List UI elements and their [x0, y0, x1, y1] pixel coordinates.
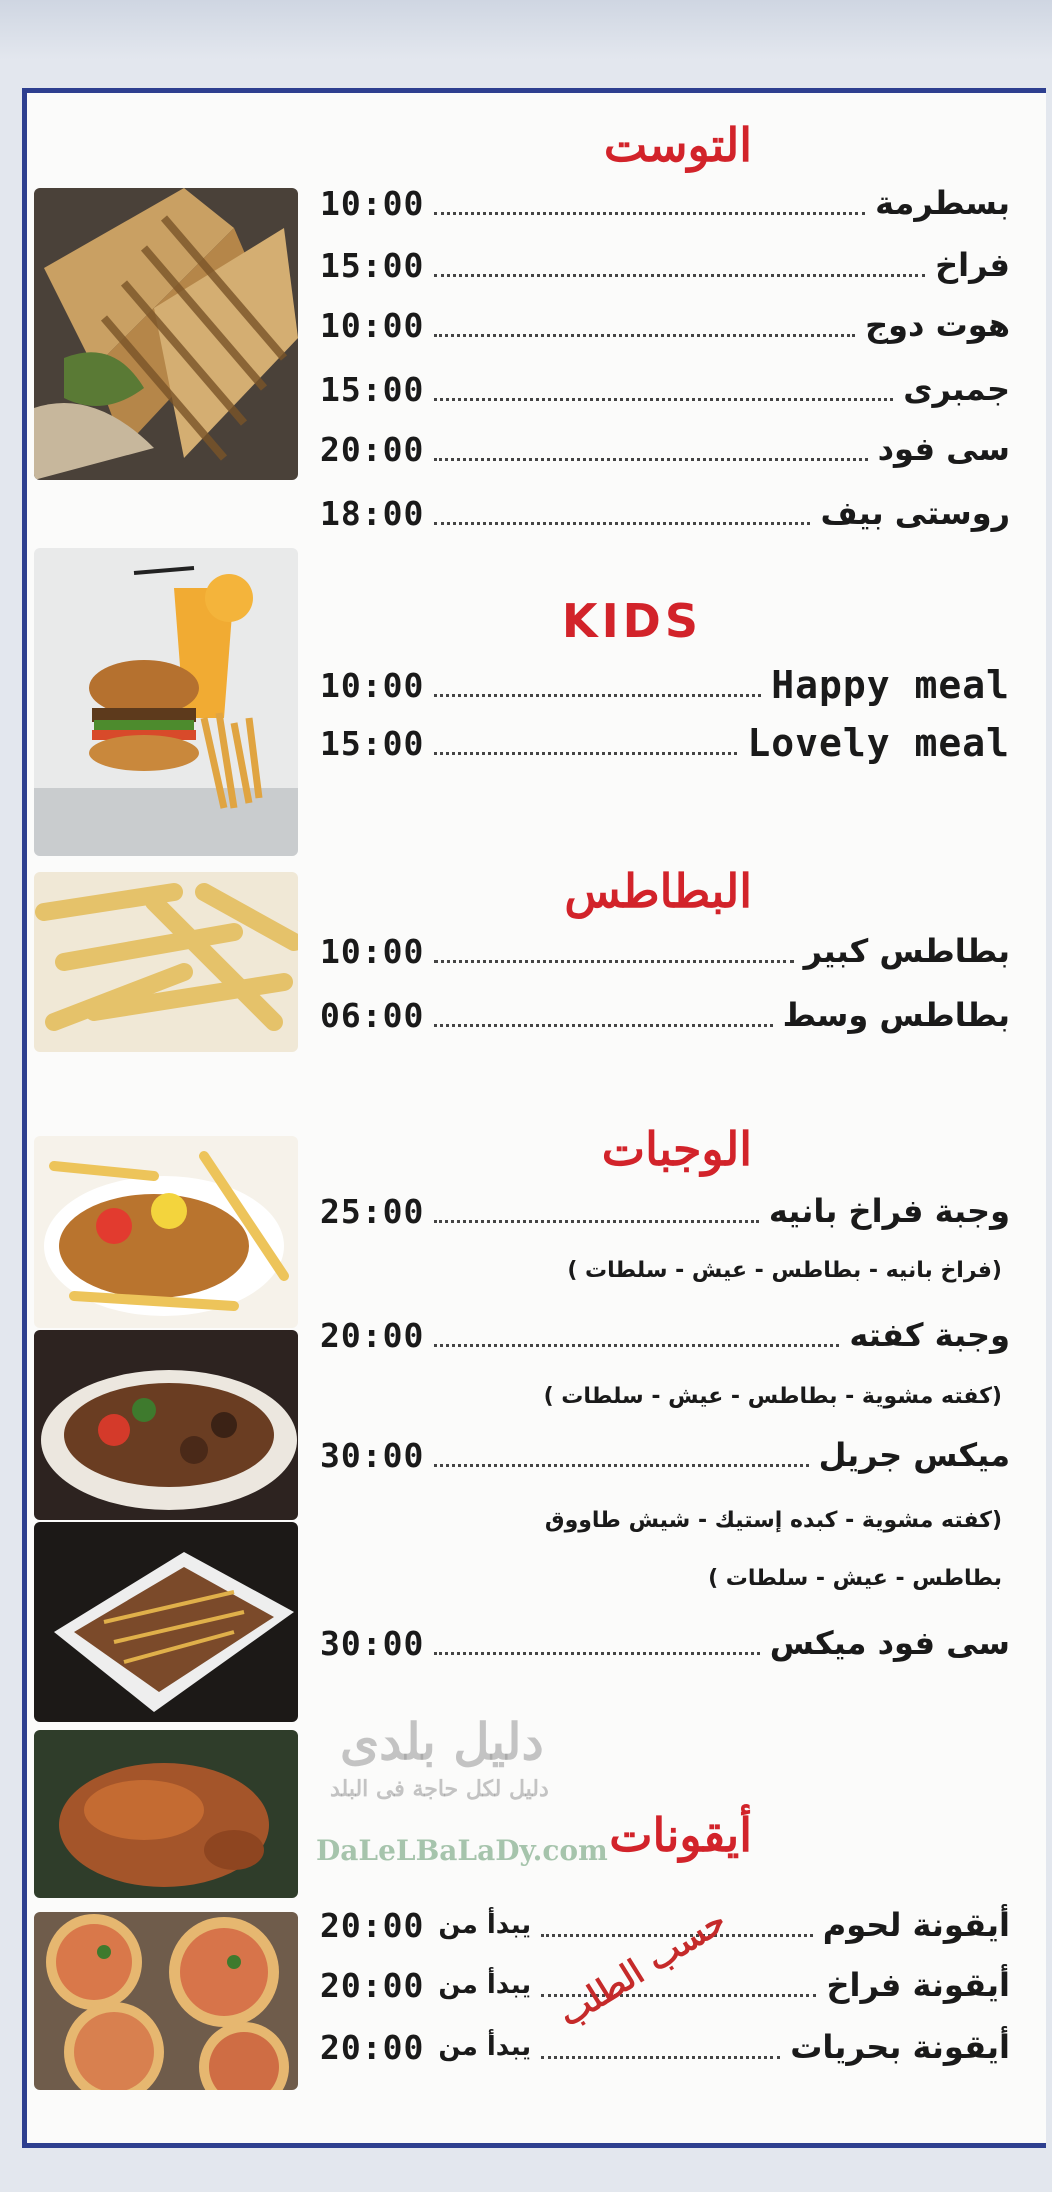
kofta-photo: [34, 1330, 298, 1520]
dot-leader: [434, 438, 867, 461]
menu-row: [320, 178, 1010, 228]
menu-row: [320, 300, 1010, 350]
item-price: 25:00: [320, 1191, 425, 1231]
menu-row: [320, 488, 1010, 538]
item-price: 10:00: [320, 305, 425, 345]
item-price: 15:00: [320, 369, 425, 409]
watermark-tagline: دليل لكل حاجة فى البلد: [330, 1776, 549, 1802]
item-description: (كفته مشوية - بطاطس - عيش - سلطات ): [543, 1384, 1002, 1409]
item-description: بطاطس - عيش - سلطات ): [708, 1566, 1002, 1591]
item-price: 15:00: [320, 723, 425, 763]
item-name: Happy meal: [771, 663, 1010, 707]
item-price: 10:00: [320, 665, 425, 705]
dot-leader: [434, 1444, 808, 1467]
dot-leader: [434, 314, 855, 337]
toast-heading: التوست: [603, 118, 752, 172]
fries-heading: البطاطس: [564, 864, 752, 918]
fries-photo: [34, 872, 298, 1052]
breaded-chicken-photo: [34, 1136, 298, 1328]
menu-row: [320, 1618, 1010, 1668]
watermark-site: DaLeLBaLaDy.com: [316, 1834, 608, 1867]
item-name: سى فود: [877, 430, 1010, 468]
item-price: 20:00: [320, 1965, 425, 2005]
menu-row: [320, 660, 1010, 710]
menu-row: [320, 718, 1010, 768]
item-price: 18:00: [320, 493, 425, 533]
item-price: 20:00: [320, 429, 425, 469]
item-price: 20:00: [320, 2027, 425, 2067]
dot-leader: [434, 674, 761, 697]
mix-grill-photo: [34, 1522, 298, 1722]
icons-heading: أيقونات: [609, 1808, 752, 1862]
item-name: بطاطس كبير: [803, 932, 1010, 970]
dot-leader: [541, 2036, 780, 2059]
on-request-stamp: حسب الطلب: [551, 1900, 734, 2036]
toast-photo: [34, 188, 298, 480]
dot-leader: [434, 1004, 772, 1027]
item-name: جمبرى: [903, 370, 1010, 408]
item-name: سى فود ميكس: [769, 1624, 1010, 1662]
menu-row: [320, 926, 1010, 976]
item-name: أيقونة بحريات: [790, 2028, 1010, 2066]
item-price: 30:00: [320, 1623, 425, 1663]
item-price: 30:00: [320, 1435, 425, 1475]
item-name: فراخ: [935, 246, 1010, 284]
menu-row: [320, 1430, 1010, 1480]
item-name: بطاطس وسط: [782, 996, 1010, 1034]
watermark-title: دليل بلدى: [340, 1712, 544, 1771]
pizzas-photo: [34, 1912, 298, 2090]
item-description: (فراخ بانيه - بطاطس - عيش - سلطات ): [567, 1258, 1002, 1283]
dot-leader: [434, 192, 865, 215]
dot-leader: [434, 940, 793, 963]
menu-row: [320, 1186, 1010, 1236]
item-price: 06:00: [320, 995, 425, 1035]
item-price: 10:00: [320, 931, 425, 971]
menu-row: [320, 364, 1010, 414]
item-price: 20:00: [320, 1315, 425, 1355]
item-price: 10:00: [320, 183, 425, 223]
item-name: أيقونة فراخ: [826, 1966, 1010, 2004]
dot-leader: [434, 732, 737, 755]
item-description: (كفته مشوية - كبده إستيك - شيش طاووق: [544, 1508, 1002, 1533]
dot-leader: [434, 1324, 839, 1347]
item-price: 20:00: [320, 1905, 425, 1945]
item-name: هوت دوج: [865, 306, 1010, 344]
dot-leader: [434, 1632, 759, 1655]
starts-from-label: يبدأ من: [438, 1910, 532, 1940]
dot-leader: [434, 378, 893, 401]
item-price: 15:00: [320, 245, 425, 285]
item-name: وجبة فراخ بانيه: [768, 1192, 1010, 1230]
menu-row: [320, 990, 1010, 1040]
meals-heading: الوجبات: [601, 1122, 752, 1176]
roast-chicken-photo: [34, 1730, 298, 1898]
item-name: بسطرمة: [875, 184, 1010, 222]
dot-leader: [434, 254, 925, 277]
kids-heading: KIDS: [561, 594, 702, 648]
dot-leader: [434, 1200, 759, 1223]
dot-leader: [434, 502, 810, 525]
item-name: ميكس جريل: [818, 1436, 1010, 1474]
kids-photo: [34, 548, 298, 856]
menu-row: [320, 1310, 1010, 1360]
item-name: أيقونة لحوم: [822, 1906, 1010, 1944]
item-name: Lovely meal: [747, 721, 1010, 765]
menu-row: [320, 2022, 1010, 2072]
item-name: روستى بيف: [820, 494, 1010, 532]
starts-from-label: يبدأ من: [438, 1970, 532, 2000]
menu-row: [320, 424, 1010, 474]
starts-from-label: يبدأ من: [438, 2032, 532, 2062]
item-name: وجبة كفته: [849, 1316, 1010, 1354]
menu-row: [320, 240, 1010, 290]
